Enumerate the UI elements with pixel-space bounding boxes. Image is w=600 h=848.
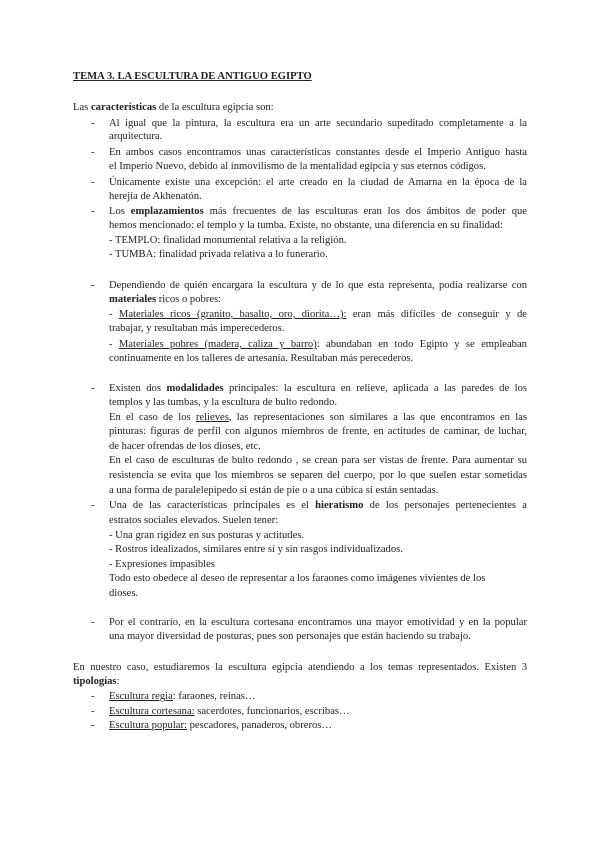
intro-bold: características: [90, 102, 157, 113]
outro-line-2: [73, 675, 120, 688]
bullet-8-line-2: una mayor diversidad de posturas, pues son personajes que están haciendo su trabajo.: [109, 631, 471, 642]
b5-l3-pre: -: [109, 309, 119, 320]
bullet-4-line-2: hemos mencionado: el templo y la tumba. Existe, no obstante, una diferencia en su finalidad:: [109, 220, 503, 231]
typology-name: Escultura regia: [109, 691, 173, 702]
bullet-7-line-1: [109, 499, 527, 512]
bullet-dash: -: [91, 147, 95, 158]
bullet-5-line-3: [109, 308, 527, 321]
bullet-1-line-2: arquitectura.: [109, 131, 163, 142]
intro-line: [73, 101, 274, 114]
bullet-2-line-1: En ambos casos encontramos unas características constantes desde el Imperio Antiguo hasta: [109, 147, 527, 158]
bullet-dash: -: [91, 617, 95, 628]
bullet-4-line-4: - TUMBA: finalidad privada relativa a lo funerario.: [109, 249, 328, 260]
bullet-7-line-5: - Expresiones impasibles: [109, 559, 215, 570]
bullet-1-line-1: Al igual que la pintura, la escultura era un arte secundario supeditado completamente a la: [109, 118, 527, 129]
bullet-7-line-3: - Una gran rigidez en sus posturas y actitudes.: [109, 530, 305, 541]
bullet-dash: -: [91, 706, 95, 717]
bullet-7-line-7: dioses.: [109, 588, 139, 599]
b6-l3-pre: En el caso de los: [109, 412, 196, 423]
typology-name: Escultura cortesana:: [109, 706, 195, 717]
b5-l5-underlined: Materiales pobres (madera, caliza y barro): [118, 339, 317, 350]
bullet-dash: -: [91, 720, 95, 731]
bullet-5-line-2: [109, 293, 221, 306]
b6-bold: modalidades: [166, 383, 224, 394]
b5-l3-underlined: Materiales ricos (granito, basalto, oro, diorita…):: [118, 309, 347, 320]
b6-pre: Existen dos: [109, 383, 167, 394]
document-title: TEMA 3. LA ESCULTURA DE ANTIGUO EGIPTO: [73, 71, 312, 82]
b7-pre: Una de las características principales es el: [109, 500, 316, 511]
intro-post: de la escultura egipcia son:: [156, 102, 274, 113]
bullet-6-line-1: [109, 382, 527, 395]
bullet-7-line-6: Todo esto obedece al deseo de representar a los faraones como imágenes vivientes de los: [109, 573, 486, 584]
bullet-4-line-1: [109, 205, 527, 218]
outro-bold: tipologías: [73, 676, 117, 687]
b4-post: más frecuentes de las esculturas eran los dos ámbitos de poder que: [203, 206, 527, 217]
bullet-4-line-3: - TEMPLO: finalidad monumental relativa a la religión.: [109, 235, 347, 246]
bullet-dash: -: [91, 118, 95, 129]
bullet-6-line-7: resistencia se evita que los miembros se separen del cuerpo, por lo que suelen estar sometidas: [109, 470, 527, 481]
bullet-5-line-4: trabajar, y resultaban más imperecederos.: [109, 323, 285, 334]
bullet-dash: -: [91, 691, 95, 702]
b5-l3-post: eran más difíciles de conseguir y de: [346, 309, 528, 320]
bullet-dash: -: [91, 383, 95, 394]
bullet-dash: -: [91, 177, 95, 188]
typology-item: [109, 690, 255, 703]
b6-l3-underlined: relieves: [195, 412, 229, 423]
typology-desc: : faraones, reinas…: [172, 691, 256, 702]
typology-desc: pescadores, panaderos, obreros…: [186, 720, 332, 731]
bullet-7-line-2: estratos sociales elevados. Suelen tener:: [109, 515, 279, 526]
bullet-dash: -: [91, 500, 95, 511]
b5-post: ricos o pobres:: [156, 294, 222, 305]
bullet-5-line-6: continuamente en los talleres de artesanía. Resultaban más perecederos.: [109, 353, 414, 364]
typology-name: Escultura popular:: [109, 720, 187, 731]
bullet-6-line-3: [109, 411, 527, 424]
intro-pre: Las: [73, 102, 91, 113]
typology-item: [109, 705, 350, 718]
outro-line-1: En nuestro caso, estudiaremos la escultura egipcia atendiendo a los temas representados. Existen 3: [73, 662, 527, 673]
b4-bold: emplazamientos: [130, 206, 204, 217]
bullet-dash: -: [91, 206, 95, 217]
bullet-5-line-1: Dependiendo de quién encargara la escultura y de lo que esta representa, podía realizarse con: [109, 280, 527, 291]
bullet-3-line-1: Únicamente existe una excepción: el arte creado en la ciudad de Amarna en la época de la: [109, 177, 527, 188]
bullet-6-line-8: a una forma de paralelepípedo si están de pie o a una cúbica si están sentadas.: [109, 485, 439, 496]
bullet-5-line-5: [109, 338, 527, 351]
bullet-8-line-1: Por el contrario, en la escultura cortesana encontramos una mayor emotividad y en la popular: [109, 617, 527, 628]
typology-item: [109, 719, 332, 732]
bullet-2-line-2: el Imperio Nuevo, debido al inmovilismo de la mentalidad egipcia y sus eternos códigos.: [109, 161, 486, 172]
b6-post: principales: la escultura en relieve, aplicada a las paredes de los: [223, 383, 528, 394]
bullet-7-line-4: - Rostros idealizados, similares entre sí y sin rasgos individualizados.: [109, 544, 403, 555]
b6-l3-post: , las representaciones son similares a las que encontramos en las: [228, 412, 527, 423]
bullet-6-line-4: pinturas: figuras de perfil con algunos miembros de frente, en actitudes de caminar, de luchar,: [109, 426, 527, 437]
bullet-6-line-6: En el caso de esculturas de bulto redondo , se crean para ser vistas de frente. Para aumentar su: [109, 455, 527, 466]
b4-pre: Los: [109, 206, 131, 217]
b5-l5-pre: -: [109, 339, 119, 350]
bullet-6-line-5: de hacer ofrendas de los dioses, etc.: [109, 441, 261, 452]
b7-post: de los personajes pertenecientes a: [363, 500, 528, 511]
b5-l5-post: : abundaban en todo Egipto y se empleaban: [316, 339, 527, 350]
b5-bold: materiales: [109, 294, 157, 305]
bullet-6-line-2: templos y las tumbas, y la escultura de bulto redondo.: [109, 397, 338, 408]
outro-post: :: [116, 676, 120, 687]
bullet-3-line-2: herejía de Akhenatón.: [109, 191, 202, 202]
b7-bold: hieratismo: [315, 500, 364, 511]
typology-desc: sacerdotes, funcionarios, escribas…: [194, 706, 350, 717]
bullet-dash: -: [91, 280, 95, 291]
